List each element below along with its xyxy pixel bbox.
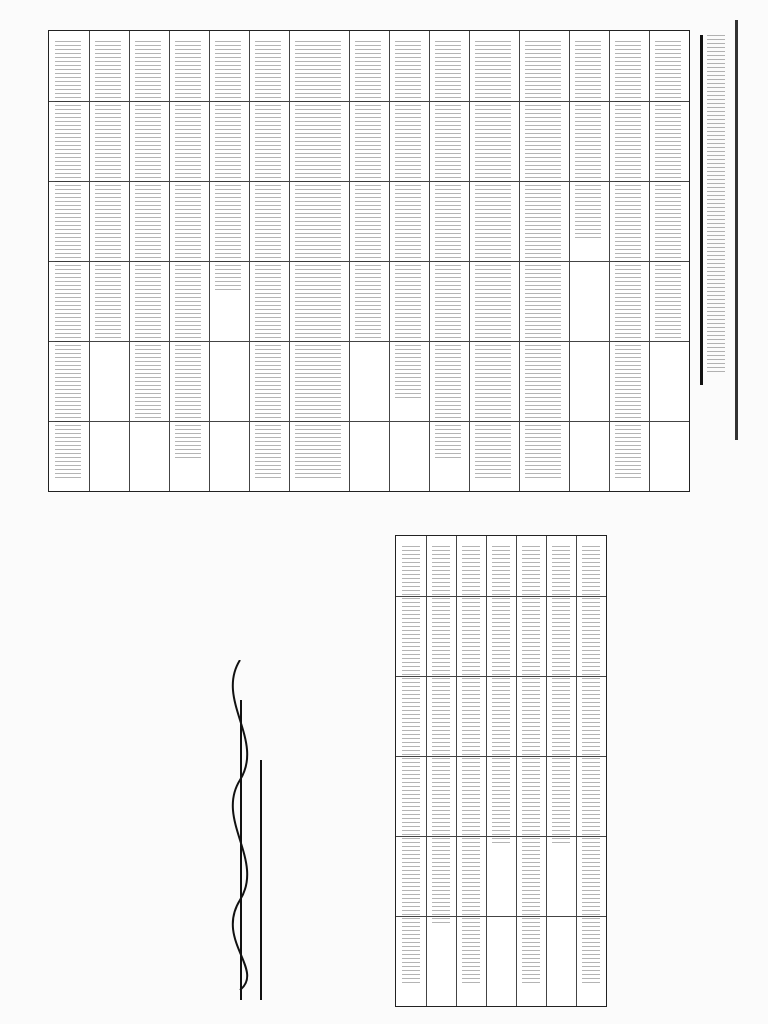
- contract-text-col-11: [475, 41, 511, 481]
- contract-text-col-10: [435, 41, 461, 461]
- terms-text-col-2: [432, 546, 450, 926]
- contract-text-col-15: [655, 41, 681, 341]
- contract-text-col-6: [255, 41, 281, 481]
- contract-text-col-5: [215, 41, 241, 291]
- individual-terms-table: [395, 535, 607, 1007]
- contract-text-col-8: [355, 41, 381, 341]
- title-text: [707, 35, 725, 375]
- terms-text-col-6: [552, 546, 570, 846]
- terms-text-col-1: [402, 546, 420, 986]
- contract-text-col-13: [575, 41, 601, 241]
- contract-text-col-3: [135, 41, 161, 421]
- contract-text-col-14: [615, 41, 641, 481]
- terms-text-col-7: [582, 546, 600, 986]
- header-rule: [735, 20, 738, 440]
- contract-text-col-4: [175, 41, 201, 461]
- document-title-block: [700, 35, 733, 385]
- contract-text-col-1: [55, 41, 81, 481]
- terms-text-col-3: [462, 546, 480, 986]
- contract-text-col-12: [525, 41, 561, 481]
- contract-text-col-9: [395, 41, 421, 401]
- contract-text-col-2: [95, 41, 121, 341]
- terms-text-col-5: [522, 546, 540, 986]
- contract-text-col-7: [295, 41, 341, 481]
- signature-lines: [230, 700, 270, 1000]
- terms-text-col-4: [492, 546, 510, 846]
- contract-table: [48, 30, 690, 492]
